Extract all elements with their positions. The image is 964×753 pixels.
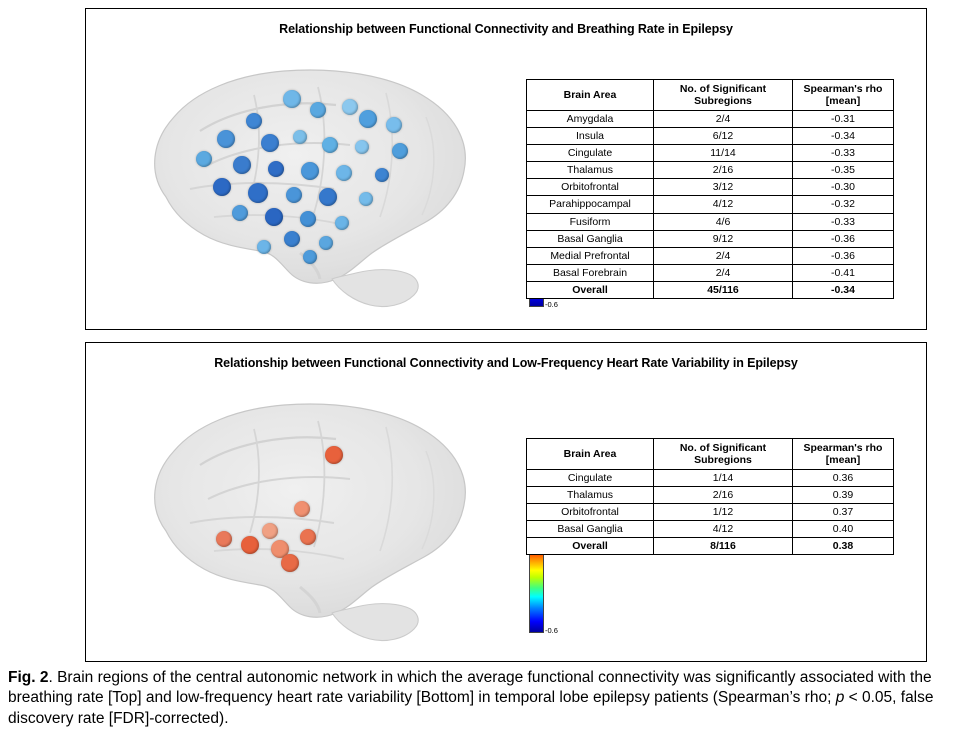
results-table-bottom xyxy=(526,438,894,555)
significant-region-dot xyxy=(319,236,333,250)
table-row xyxy=(527,470,894,487)
table-row xyxy=(527,213,894,230)
cell-rho: -0.34 xyxy=(793,128,894,145)
cell-subregions: 11/14 xyxy=(654,145,793,162)
table-row xyxy=(527,111,894,128)
significant-region-dot xyxy=(310,102,326,118)
table-row xyxy=(527,521,894,538)
cell-rho: 0.40 xyxy=(793,521,894,538)
cell-subregions: 9/12 xyxy=(654,230,793,247)
cell-brain-area: Thalamus xyxy=(527,487,654,504)
table-header-row xyxy=(527,439,894,470)
significant-region-dot xyxy=(261,134,279,152)
table-row xyxy=(527,162,894,179)
colorbar-min-bottom: -0.6 xyxy=(545,626,558,635)
cell-rho: -0.41 xyxy=(793,264,894,281)
significant-region-dot xyxy=(386,117,402,133)
th-significant-subregions: No. of Significant Subregions xyxy=(654,439,793,470)
cell-subregions: 3/12 xyxy=(654,179,793,196)
significant-region-dot xyxy=(355,140,369,154)
significant-region-dot xyxy=(233,156,251,174)
significant-region-dot xyxy=(375,168,389,182)
cell-rho: -0.36 xyxy=(793,230,894,247)
cell-brain-area: Cingulate xyxy=(527,145,654,162)
significant-region-dot xyxy=(300,211,316,227)
table-row xyxy=(527,128,894,145)
cell-subregions: 2/16 xyxy=(654,487,793,504)
cell-overall-subregions: 8/116 xyxy=(654,538,793,555)
cell-subregions: 1/14 xyxy=(654,470,793,487)
th-brain-area: Brain Area xyxy=(527,80,654,111)
significant-region-dot xyxy=(284,231,300,247)
table-row xyxy=(527,145,894,162)
significant-region-dot xyxy=(217,130,235,148)
cell-overall-label: Overall xyxy=(527,281,654,298)
cell-rho: -0.35 xyxy=(793,162,894,179)
results-table-top xyxy=(526,79,894,299)
panel-title-bottom: Relationship between Functional Connectivity and Low-Frequency Heart Rate Variability in Epilepsy xyxy=(214,356,798,370)
significant-region-dot xyxy=(283,90,301,108)
significant-region-dot xyxy=(281,554,299,572)
cell-brain-area: Basal Forebrain xyxy=(527,264,654,281)
th-spearman-rho: Spearman's rho [mean] xyxy=(793,439,894,470)
significant-region-dot xyxy=(303,250,317,264)
cell-brain-area: Cingulate xyxy=(527,470,654,487)
cell-subregions: 2/4 xyxy=(654,111,793,128)
significant-region-dot xyxy=(232,205,248,221)
table-row xyxy=(527,179,894,196)
caption-text-1: . Brain regions of the central autonomic network in which the average functional connectivity was significantly associated with the breathing rate [Top] and low-frequency heart rate variability [Bottom] in temporal lobe epilepsy patients (Spearman’s rho; xyxy=(8,669,932,707)
table-row xyxy=(527,264,894,281)
table-header-row xyxy=(527,80,894,111)
significant-region-dot xyxy=(248,183,268,203)
cell-rho: -0.31 xyxy=(793,111,894,128)
panel-breathing-rate xyxy=(85,8,927,330)
cell-rho: 0.36 xyxy=(793,470,894,487)
cell-subregions: 1/12 xyxy=(654,504,793,521)
table-row-overall xyxy=(527,281,894,298)
cell-rho: 0.39 xyxy=(793,487,894,504)
significant-region-dot xyxy=(213,178,231,196)
significant-region-dot xyxy=(336,165,352,181)
caption-italic-p: p xyxy=(835,689,845,707)
significant-region-dot xyxy=(325,446,343,464)
brain-render-bottom xyxy=(104,381,524,646)
brain-render-top xyxy=(104,47,524,312)
cell-brain-area: Fusiform xyxy=(527,213,654,230)
colorbar-min-top: -0.6 xyxy=(545,300,558,309)
significant-region-dot xyxy=(359,192,373,206)
significant-region-dot xyxy=(359,110,377,128)
table-row xyxy=(527,504,894,521)
cell-brain-area: Orbitofrontal xyxy=(527,504,654,521)
cell-rho: -0.33 xyxy=(793,213,894,230)
cell-brain-area: Parahippocampal xyxy=(527,196,654,213)
cell-brain-area: Basal Ganglia xyxy=(527,521,654,538)
significant-region-dot xyxy=(216,531,232,547)
brain-outline-top xyxy=(104,47,524,312)
table-row-overall xyxy=(527,538,894,555)
cell-brain-area: Thalamus xyxy=(527,162,654,179)
cell-subregions: 4/12 xyxy=(654,521,793,538)
cell-overall-label: Overall xyxy=(527,538,654,555)
significant-region-dot xyxy=(335,216,349,230)
colorbar-bottom xyxy=(529,543,544,633)
caption-label: Fig. 2 xyxy=(8,669,49,686)
table-row xyxy=(527,247,894,264)
cell-subregions: 2/4 xyxy=(654,247,793,264)
figure-caption xyxy=(8,668,956,729)
cell-rho: 0.37 xyxy=(793,504,894,521)
cell-rho: -0.36 xyxy=(793,247,894,264)
significant-region-dot xyxy=(262,523,278,539)
cell-rho: -0.32 xyxy=(793,196,894,213)
significant-region-dot xyxy=(286,187,302,203)
cell-subregions: 2/16 xyxy=(654,162,793,179)
significant-region-dot xyxy=(301,162,319,180)
significant-region-dot xyxy=(294,501,310,517)
significant-region-dot xyxy=(293,130,307,144)
cell-brain-area: Amygdala xyxy=(527,111,654,128)
significant-region-dot xyxy=(319,188,337,206)
table-row xyxy=(527,196,894,213)
figure-panels xyxy=(85,8,927,662)
significant-region-dot xyxy=(246,113,262,129)
cell-brain-area: Insula xyxy=(527,128,654,145)
significant-region-dot xyxy=(196,151,212,167)
cell-subregions: 2/4 xyxy=(654,264,793,281)
table-row xyxy=(527,487,894,504)
cell-brain-area: Medial Prefrontal xyxy=(527,247,654,264)
significant-region-dot xyxy=(342,99,358,115)
panel-title-top: Relationship between Functional Connectivity and Breathing Rate in Epilepsy xyxy=(279,22,733,36)
cell-subregions: 4/6 xyxy=(654,213,793,230)
caption-text-2: < 0.05, false discovery rate [FDR]-corrected). xyxy=(8,689,934,727)
significant-region-dot xyxy=(300,529,316,545)
brain-outline-bottom xyxy=(104,381,524,646)
cell-overall-subregions: 45/116 xyxy=(654,281,793,298)
cell-overall-rho: 0.38 xyxy=(793,538,894,555)
th-brain-area: Brain Area xyxy=(527,439,654,470)
significant-region-dot xyxy=(268,161,284,177)
cell-subregions: 4/12 xyxy=(654,196,793,213)
panel-heart-rate-variability xyxy=(85,342,927,662)
table-row xyxy=(527,230,894,247)
significant-region-dot xyxy=(322,137,338,153)
th-spearman-rho: Spearman's rho [mean] xyxy=(793,80,894,111)
th-significant-subregions: No. of Significant Subregions xyxy=(654,80,793,111)
cell-rho: -0.30 xyxy=(793,179,894,196)
significant-region-dot xyxy=(392,143,408,159)
significant-region-dot xyxy=(257,240,271,254)
cell-subregions: 6/12 xyxy=(654,128,793,145)
cell-brain-area: Orbitofrontal xyxy=(527,179,654,196)
significant-region-dot xyxy=(265,208,283,226)
cell-brain-area: Basal Ganglia xyxy=(527,230,654,247)
cell-rho: -0.33 xyxy=(793,145,894,162)
significant-region-dot xyxy=(241,536,259,554)
cell-overall-rho: -0.34 xyxy=(793,281,894,298)
